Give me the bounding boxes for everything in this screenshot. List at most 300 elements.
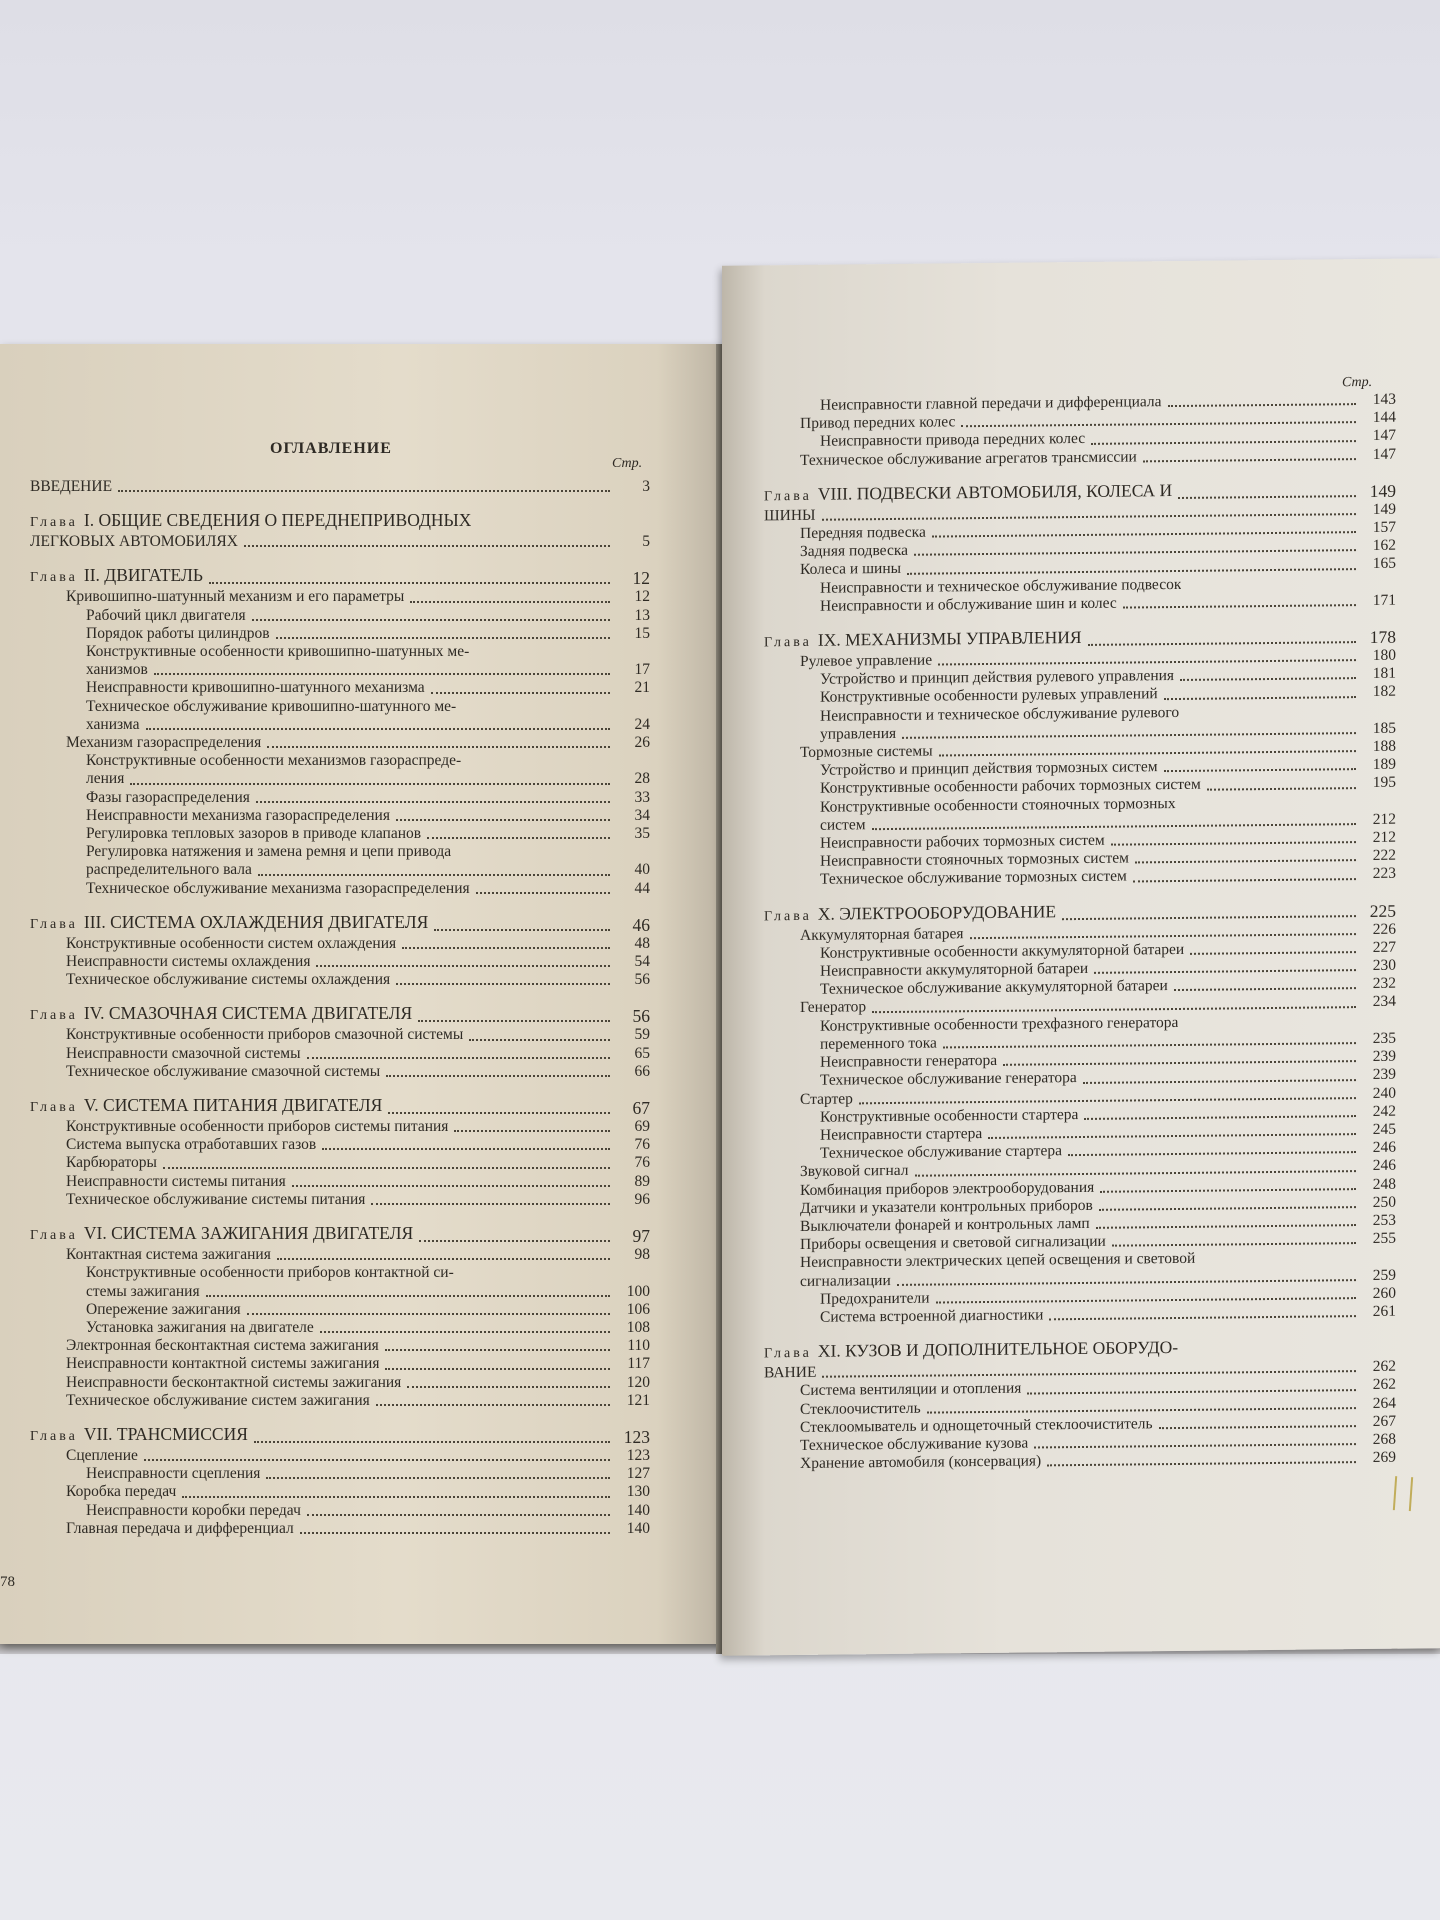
toc-page-number: 140 (626, 1501, 650, 1519)
toc-page-number: 242 (1372, 1102, 1396, 1120)
toc-page-number: 248 (1372, 1175, 1396, 1193)
toc-entry-text: Техническое обслуживание агрегатов трансмиссии (800, 448, 1137, 469)
toc-entry-title (86, 643, 469, 661)
toc-entry-text: Генератор (800, 998, 867, 1017)
toc-page-number: 5 (642, 533, 650, 551)
toc-entry-text: Неисправности привода передних колес (820, 430, 1086, 451)
toc-entry-text: Конструктивные особенности систем охлаждения (66, 934, 397, 952)
toc-page-number: 35 (634, 825, 650, 843)
toc-entry-title (86, 625, 270, 643)
dot-leader (276, 637, 610, 639)
toc-page-number: 147 (1372, 445, 1396, 463)
dot-leader (292, 1185, 610, 1187)
dot-leader (1123, 604, 1356, 608)
toc-entry-text: Конструктивные особенности механизмов газораспреде- (86, 752, 462, 770)
toc-chapter-entry (30, 1003, 650, 1026)
toc-page-number: 21 (634, 679, 650, 697)
toc-entry-text: переменного тока (820, 1034, 937, 1053)
toc-entry-title (820, 725, 896, 744)
dot-leader (1164, 696, 1356, 700)
toc-entry-title (66, 1246, 271, 1264)
toc-entry-title (66, 1118, 448, 1136)
toc-page-number: 239 (1372, 1065, 1396, 1084)
dot-leader (1094, 969, 1356, 974)
toc-entry-title (86, 1502, 301, 1520)
toc-page-number: 130 (626, 1483, 650, 1501)
toc-entry-title (764, 901, 1056, 927)
dot-leader (418, 1020, 610, 1022)
toc-entry-title (30, 510, 471, 533)
dot-leader (1178, 495, 1356, 499)
toc-entry-title (86, 679, 425, 697)
toc-page-number: 33 (634, 788, 650, 806)
toc-page-number: 97 (632, 1226, 650, 1247)
dot-leader (1068, 1151, 1356, 1156)
toc-entry-title (800, 1435, 1028, 1456)
toc-list-left (30, 478, 650, 1538)
chapter-label: Глава (30, 1008, 78, 1024)
toc-entry-title (66, 588, 404, 606)
chapter-label: Глава (764, 488, 812, 505)
toc-entry-text: Порядок работы цилиндров (86, 624, 270, 642)
toc-entry-text: Конструктивные особенности приборов системы питания (66, 1118, 449, 1136)
toc-entry-title (86, 843, 451, 861)
toc-entry (30, 1173, 650, 1191)
dot-leader (943, 1042, 1356, 1048)
right-page (722, 258, 1440, 1656)
dot-leader (1047, 1461, 1356, 1466)
toc-entry-title (800, 1399, 921, 1418)
toc-entry (30, 1191, 650, 1209)
toc-entry-text: Техническое обслуживание кузова (800, 1434, 1029, 1454)
toc-page-number: 110 (627, 1337, 650, 1355)
dot-leader (1174, 988, 1356, 992)
toc-entry-title (820, 1034, 937, 1053)
chapter-label: Глава (764, 634, 812, 651)
toc-entry-title (66, 1392, 370, 1410)
toc-page-number: 235 (1372, 1029, 1396, 1047)
toc-entry-text: Задняя подвеска (800, 542, 908, 561)
toc-page-number: 259 (1372, 1266, 1396, 1284)
toc-entry-title (86, 752, 461, 770)
toc-entry-title (800, 925, 964, 945)
toc-entry-title (800, 1453, 1041, 1474)
toc-entry-text: Неисправности и техническое обслуживание рулевого (820, 703, 1180, 725)
toc-page-number: 127 (626, 1465, 650, 1483)
toc-entry-text: Техническое обслуживание тормозных систем (820, 867, 1127, 889)
toc-page-number: 226 (1372, 920, 1396, 938)
dot-leader (915, 1170, 1356, 1177)
pencil-mark (1393, 1476, 1413, 1511)
dot-leader (1096, 1224, 1356, 1229)
toc-entry-text: ления (86, 770, 125, 788)
toc-page-number: 67 (632, 1098, 650, 1119)
left-page (0, 344, 730, 1644)
toc-entry (30, 478, 650, 496)
dot-leader (307, 1057, 610, 1059)
toc-page-number: 157 (1372, 518, 1396, 536)
toc-list-right (764, 391, 1396, 1474)
toc-entry-text: Техническое обслуживание смазочной системы (66, 1062, 381, 1080)
dot-leader (385, 1368, 610, 1370)
toc-entry-text: Неисправности генератора (820, 1051, 998, 1071)
dot-leader (1100, 1188, 1356, 1193)
toc-entry (30, 880, 650, 898)
toc-entry (30, 1246, 650, 1264)
toc-entry-title (66, 1520, 294, 1538)
dot-leader (1083, 1079, 1356, 1084)
toc-page-number: 120 (626, 1373, 650, 1391)
toc-entry-text: VIII. ПОДВЕСКИ АВТОМОБИЛЯ, КОЛЕСА И (817, 479, 1173, 504)
toc-page-number: 149 (1369, 480, 1396, 501)
toc-entry (30, 1355, 650, 1373)
toc-page-number: 66 (634, 1062, 650, 1080)
dot-leader (396, 819, 610, 821)
dot-leader (1159, 1425, 1356, 1429)
toc-entry-title (800, 524, 926, 544)
toc-page-number: 268 (1372, 1430, 1396, 1448)
toc-entry-text: Механизм газораспределения (66, 734, 262, 752)
toc-page-number: 253 (1372, 1211, 1396, 1229)
toc-entry-text: Техническое обслуживание системы охлаждения (66, 971, 391, 989)
toc-page-number: 255 (1372, 1229, 1396, 1248)
toc-entry-text: Карбюраторы (66, 1154, 157, 1172)
dot-leader (1207, 787, 1356, 791)
toc-page-number: 100 (626, 1282, 650, 1300)
toc-entry-text: Устройство и принцип действия тормозных систем (820, 758, 1158, 779)
toc-entry-text: Неисправности главной передачи и дифференциала (820, 393, 1162, 414)
dot-leader (936, 1297, 1356, 1303)
toc-entry-title (66, 1191, 365, 1209)
toc-entry-title (820, 704, 1179, 726)
toc-entry-text: Система вентиляции и отопления (800, 1379, 1022, 1400)
toc-page-number: 123 (623, 1426, 650, 1447)
toc-entry-title (764, 480, 1172, 507)
toc-entry-text: Неисправности системы охлаждения (66, 953, 311, 971)
toc-page-number: 65 (634, 1044, 650, 1062)
toc-entry-text: распределительного вала (86, 861, 252, 879)
toc-page-number: 147 (1372, 427, 1396, 445)
toc-entry-text: Неисправности механизма газораспределения (86, 806, 390, 824)
toc-entry (30, 679, 650, 697)
toc-entry-title (800, 1415, 1153, 1437)
toc-entry-title (66, 1374, 401, 1392)
toc-entry-text: Рабочий цикл двигателя (86, 606, 246, 624)
toc-entry (30, 752, 650, 770)
toc-entry (30, 971, 650, 989)
toc-entry-text: III. СИСТЕМА ОХЛАЖДЕНИЯ ДВИГАТЕЛЯ (83, 911, 429, 932)
chapter-label: Глава (30, 570, 78, 586)
dot-leader (939, 750, 1356, 756)
dot-leader (252, 619, 610, 621)
toc-entry-text: Неисправности кривошипно-шатунного механизма (86, 679, 425, 697)
dot-leader (130, 783, 610, 785)
toc-entry (30, 825, 650, 843)
toc-entry-title (66, 935, 396, 953)
toc-page-number: 56 (632, 1006, 650, 1027)
chapter-label: Глава (764, 1345, 812, 1362)
toc-entry-title (86, 716, 140, 734)
toc-entry-title (30, 1424, 248, 1447)
dot-leader (388, 1112, 610, 1114)
toc-page-number: 3 (642, 478, 650, 495)
toc-entry-text: IV. СМАЗОЧНАЯ СИСТЕМА ДВИГАТЕЛЯ (83, 1003, 413, 1024)
toc-entry-text: стемы зажигания (86, 1282, 200, 1300)
toc-page-number: 250 (1372, 1193, 1396, 1211)
dot-leader (988, 1133, 1356, 1139)
dot-leader (182, 1496, 610, 1498)
chapter-label: Глава (30, 515, 78, 531)
dot-leader (1164, 769, 1356, 773)
dot-leader (154, 673, 610, 675)
toc-entry-text: Фазы газораспределения (86, 788, 250, 806)
toc-entry-text: IX. МЕХАНИЗМЫ УПРАВЛЕНИЯ (817, 627, 1082, 650)
toc-page-number: 12 (632, 568, 650, 589)
toc-entry (30, 1502, 650, 1520)
toc-entry-title (764, 1364, 816, 1383)
toc-page-number: 106 (626, 1300, 650, 1318)
toc-page-number: 69 (634, 1118, 650, 1136)
toc-entry (30, 1447, 650, 1465)
toc-page-number: 181 (1372, 664, 1396, 683)
dot-leader (385, 1349, 610, 1351)
toc-entry (30, 1319, 650, 1337)
toc-page-number: 225 (1369, 900, 1396, 921)
toc-entry-title (800, 560, 901, 579)
toc-entry-title (800, 1162, 909, 1181)
toc-page-number: 123 (626, 1446, 650, 1464)
toc-entry-text: Конструктивные особенности рулевых управлений (820, 685, 1158, 707)
dot-leader (307, 1514, 610, 1516)
dot-leader (961, 422, 1356, 428)
toc-entry (30, 607, 650, 625)
toc-entry-text: Конструктивные особенности аккумуляторной батареи (820, 940, 1185, 962)
toc-chapter-entry (30, 912, 650, 935)
toc-page-number: 212 (1372, 828, 1396, 847)
dot-leader (209, 582, 610, 584)
toc-entry-title (86, 607, 246, 625)
toc-page-number: 121 (626, 1391, 650, 1409)
toc-entry-text: Электронная бесконтактная система зажигания (66, 1337, 379, 1355)
dot-leader (932, 531, 1356, 537)
dot-leader (1027, 1389, 1356, 1394)
toc-entry (30, 1063, 650, 1081)
toc-entry-text: Неисправности смазочной системы (66, 1044, 301, 1062)
page-column-label: Стр. (612, 456, 643, 471)
dot-leader (1091, 440, 1356, 445)
toc-entry (30, 843, 650, 861)
toc-entry (30, 716, 650, 734)
toc-entry-title (800, 1380, 1021, 1401)
toc-entry-title (820, 1069, 1077, 1090)
dot-leader (256, 801, 610, 803)
dot-leader (1135, 860, 1356, 864)
toc-entry-text: Датчики и указатели контрольных приборов (800, 1196, 1093, 1217)
chapter-label: Глава (30, 1100, 78, 1116)
toc-page-number: 17 (634, 661, 650, 679)
toc-entry-title (820, 1289, 930, 1308)
toc-entry (30, 1283, 650, 1301)
toc-entry-title (820, 1106, 1078, 1127)
toc-entry (30, 789, 650, 807)
toc-entry-title (86, 661, 148, 679)
toc-entry-text: систем (820, 816, 866, 834)
toc-entry-text: Неисправности коробки передач (86, 1501, 301, 1519)
toc-entry-title (30, 1003, 412, 1026)
dot-leader (1111, 841, 1356, 846)
toc-entry (30, 861, 650, 879)
toc-page-number: 269 (1372, 1448, 1396, 1467)
toc-entry-text: Устройство и принцип действия рулевого управления (820, 667, 1175, 688)
dot-leader (322, 1148, 610, 1150)
toc-page-number: 40 (634, 861, 650, 879)
toc-page-number: 222 (1372, 846, 1396, 865)
toc-entry-title (820, 816, 866, 835)
toc-entry (30, 625, 650, 643)
toc-page-number: 188 (1372, 737, 1396, 755)
toc-entry (30, 953, 650, 971)
toc-entry-title (66, 1026, 463, 1044)
toc-page-number: 171 (1372, 591, 1396, 609)
toc-entry-text: управления (820, 724, 897, 743)
toc-page-number: 239 (1372, 1047, 1396, 1066)
toc-page-number: 89 (634, 1172, 650, 1190)
toc-entry-text: Привод передних колес (800, 413, 956, 433)
toc-entry-text: Конструктивные особенности стартера (820, 1105, 1079, 1126)
toc-entry-text: Стартер (800, 1089, 853, 1108)
toc-entry-text: Неисправности стояночных тормозных систем (820, 849, 1129, 870)
toc-page-number: 26 (634, 734, 650, 752)
toc-entry-text: Кривошипно-шатунный механизм и его параметры (66, 588, 405, 606)
toc-page-number: 108 (626, 1318, 650, 1336)
toc-entry-title (30, 565, 203, 588)
toc-page-number: 98 (634, 1246, 650, 1264)
toc-chapter-entry (30, 565, 650, 588)
toc-page-number: 234 (1372, 993, 1396, 1011)
toc-entry-text: Регулировка тепловых зазоров в приводе клапанов (86, 825, 422, 843)
toc-page-number: 48 (634, 934, 650, 952)
toc-entry (30, 1026, 650, 1044)
toc-entry-text: ВАНИЕ (764, 1363, 817, 1382)
toc-page-number: 96 (634, 1190, 650, 1208)
toc-page-number: 223 (1372, 865, 1396, 883)
toc-entry-text: Техническое обслуживание механизма газораспределения (86, 879, 470, 897)
dot-leader (258, 874, 610, 876)
toc-page-number: 59 (634, 1026, 650, 1044)
toc-entry-title (66, 1337, 379, 1355)
dot-leader (454, 1130, 610, 1132)
toc-entry-title (820, 1052, 997, 1072)
toc-entry-title (66, 1136, 316, 1154)
toc-entry-title (800, 1272, 891, 1291)
toc-entry-text: Установка зажигания на двигателе (86, 1318, 314, 1336)
dot-leader (1062, 915, 1356, 920)
toc-page-number: 267 (1372, 1412, 1396, 1430)
dot-leader (1180, 678, 1356, 682)
toc-entry-text: Звуковой сигнал (800, 1162, 909, 1181)
toc-entry-title (820, 941, 1184, 963)
toc-chapter-entry (30, 510, 650, 533)
dot-leader (914, 550, 1356, 557)
toc-entry (30, 661, 650, 679)
dot-leader (434, 929, 610, 931)
toc-entry-text: Предохранители (820, 1289, 930, 1308)
toc-page-number: 76 (634, 1136, 650, 1154)
toc-entry-text: Неисправности и техническое обслуживание подвесок (820, 575, 1182, 597)
dot-leader (938, 659, 1356, 665)
toc-entry-title (30, 478, 112, 496)
toc-page-number: 246 (1372, 1138, 1396, 1157)
toc-page-number: 227 (1372, 938, 1396, 956)
toc-chapter-entry (30, 1095, 650, 1118)
toc-entry-title (66, 1063, 380, 1081)
toc-chapter-entry (30, 1223, 650, 1246)
toc-entry-text: Неисправности аккумуляторной батареи (820, 960, 1089, 980)
toc-page-number: 15 (634, 624, 650, 642)
toc-chapter-entry (30, 1424, 650, 1447)
toc-entry-text: сигнализации (800, 1271, 891, 1290)
toc-page-number: 240 (1372, 1084, 1396, 1102)
toc-entry-title (800, 652, 932, 672)
toc-entry (30, 1154, 650, 1172)
toc-page-number: 185 (1372, 719, 1396, 737)
toc-entry-text: Сцепление (66, 1446, 138, 1464)
toc-page-number: 149 (1372, 500, 1396, 518)
toc-entry-text: ВВЕДЕНИЕ (30, 478, 113, 495)
dot-leader (419, 1240, 610, 1242)
dot-leader (206, 1295, 610, 1297)
dot-leader (247, 1313, 610, 1315)
toc-entry-title (86, 1319, 314, 1337)
toc-entry-text: I. ОБЩИЕ СВЕДЕНИЯ О ПЕРЕДНЕПРИВОДНЫХ (83, 510, 472, 531)
dot-leader (396, 983, 610, 985)
toc-page-number: 195 (1372, 774, 1396, 792)
toc-page-number: 182 (1372, 683, 1396, 701)
toc-entry-text: Техническое обслуживание кривошипно-шатунного ме- (86, 697, 457, 715)
toc-page-number: 230 (1372, 956, 1396, 975)
toc-entry-title (86, 807, 390, 825)
toc-entry-title (66, 1173, 286, 1191)
dot-leader (970, 933, 1356, 939)
toc-page-number: 261 (1372, 1302, 1396, 1320)
page-column-label: Стр. (1342, 374, 1373, 391)
dot-leader (1099, 1206, 1356, 1211)
toc-entry-text: Конструктивные особенности рабочих тормозных систем (820, 776, 1201, 798)
toc-entry-title (800, 414, 955, 434)
dot-leader (244, 545, 610, 547)
toc-entry-text: Система встроенной диагностики (820, 1306, 1044, 1326)
toc-entry-text: Конструктивные особенности приборов смазочной системы (66, 1026, 464, 1044)
toc-entry-text: Неисправности и обслуживание шин и колес (820, 594, 1117, 615)
toc-entry (30, 588, 650, 606)
toc-entry-text: Неисправности бесконтактной системы зажигания (66, 1373, 402, 1391)
toc-entry-text: Приборы освещения и световой сигнализации (800, 1232, 1106, 1254)
toc-entry (30, 1136, 650, 1154)
toc-entry-title (30, 1223, 413, 1246)
toc-entry-text: Техническое обслуживание систем зажигания (66, 1391, 370, 1409)
toc-entry-title (66, 734, 261, 752)
toc-entry (30, 1337, 650, 1355)
dot-leader (371, 1203, 610, 1205)
dot-leader (927, 1407, 1356, 1413)
toc-entry (30, 1045, 650, 1063)
toc-entry (30, 1264, 650, 1282)
toc-page-number: 24 (634, 715, 650, 733)
toc-entry-text: Колеса и шины (800, 560, 902, 579)
toc-entry-text: VII. ТРАНСМИССИЯ (83, 1423, 248, 1444)
toc-entry-title (86, 770, 124, 788)
toc-page-number: 144 (1372, 408, 1396, 427)
